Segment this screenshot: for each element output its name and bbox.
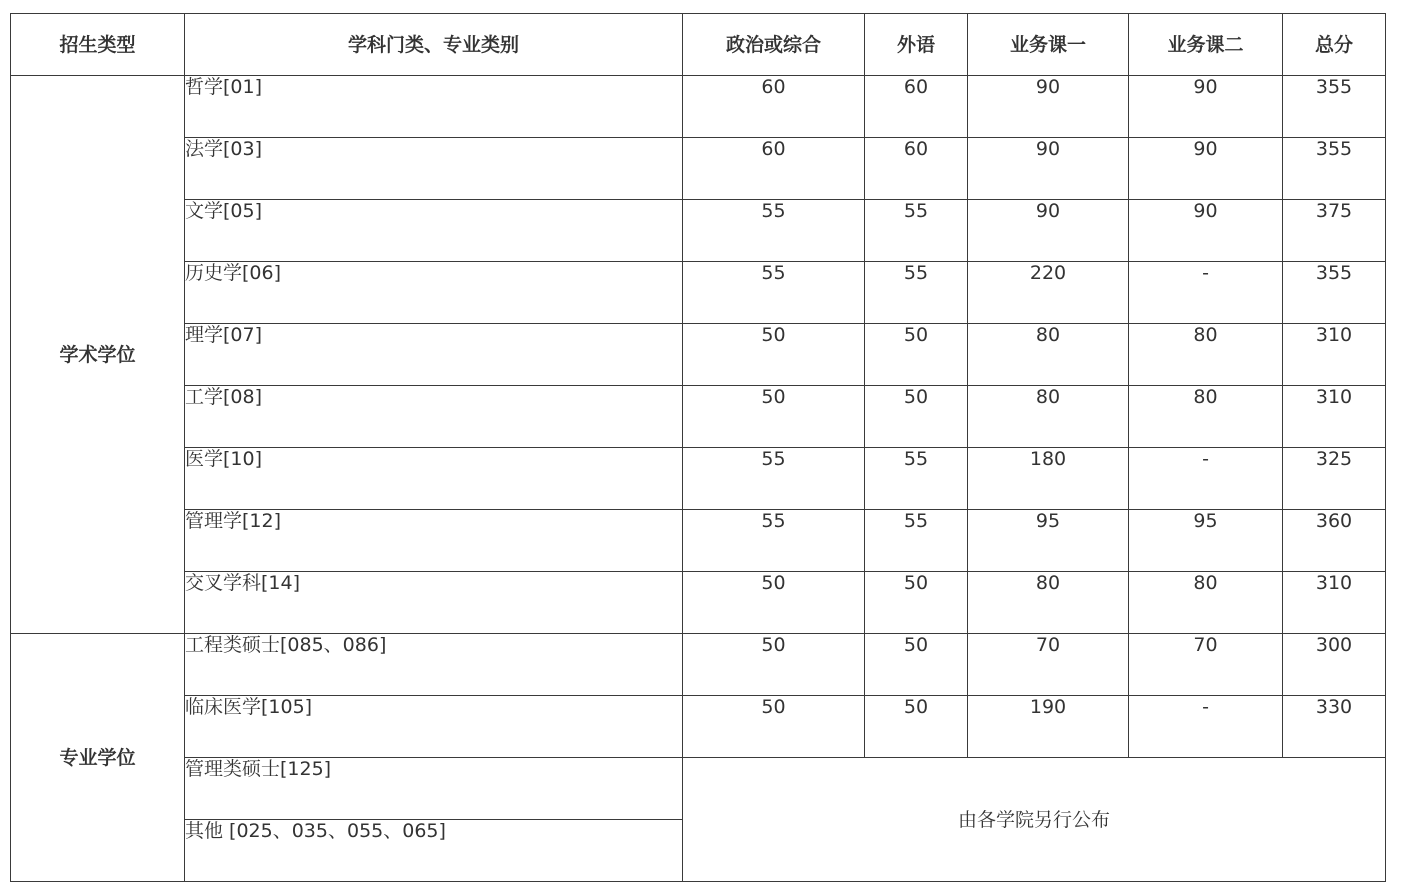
politics-cell: 60 <box>683 138 865 200</box>
course-one-cell: 90 <box>968 138 1129 200</box>
foreign-language-cell: 55 <box>865 448 968 510</box>
foreign-language-cell: 50 <box>865 324 968 386</box>
subject-cell: 管理学[12] <box>185 510 683 572</box>
course-two-cell: 80 <box>1129 324 1283 386</box>
course-two-cell: 80 <box>1129 572 1283 634</box>
course-one-cell: 180 <box>968 448 1129 510</box>
course-one-cell: 80 <box>968 386 1129 448</box>
foreign-language-cell: 55 <box>865 200 968 262</box>
course-two-cell: 80 <box>1129 386 1283 448</box>
politics-cell: 55 <box>683 448 865 510</box>
table-row <box>11 76 1386 138</box>
subject-cell: 交叉学科[14] <box>185 572 683 634</box>
foreign-language-cell: 55 <box>865 262 968 324</box>
politics-cell: 50 <box>683 696 865 758</box>
subject-cell: 工学[08] <box>185 386 683 448</box>
header-course-two: 业务课二 <box>1129 14 1283 76</box>
total-cell: 355 <box>1283 262 1386 324</box>
course-one-cell: 70 <box>968 634 1129 696</box>
header-subject: 学科门类、专业类别 <box>185 14 683 76</box>
subject-cell: 历史学[06] <box>185 262 683 324</box>
total-cell: 310 <box>1283 572 1386 634</box>
course-one-cell: 220 <box>968 262 1129 324</box>
header-course-one: 业务课一 <box>968 14 1129 76</box>
total-cell: 355 <box>1283 76 1386 138</box>
total-cell: 330 <box>1283 696 1386 758</box>
group-academic-label: 学术学位 <box>11 76 185 634</box>
table-row <box>11 324 1386 386</box>
total-cell: 375 <box>1283 200 1386 262</box>
course-one-cell: 90 <box>968 76 1129 138</box>
subject-cell: 法学[03] <box>185 138 683 200</box>
course-one-cell: 80 <box>968 324 1129 386</box>
politics-cell: 50 <box>683 634 865 696</box>
course-one-cell: 80 <box>968 572 1129 634</box>
course-two-cell: 90 <box>1129 138 1283 200</box>
total-cell: 310 <box>1283 386 1386 448</box>
course-two-cell: 70 <box>1129 634 1283 696</box>
politics-cell: 55 <box>683 510 865 572</box>
subject-cell: 理学[07] <box>185 324 683 386</box>
subject-cell: 哲学[01] <box>185 76 683 138</box>
politics-cell: 55 <box>683 262 865 324</box>
header-foreign-language: 外语 <box>865 14 968 76</box>
table-row <box>11 572 1386 634</box>
politics-cell: 50 <box>683 386 865 448</box>
politics-cell: 60 <box>683 76 865 138</box>
course-one-cell: 90 <box>968 200 1129 262</box>
foreign-language-cell: 50 <box>865 696 968 758</box>
table-row <box>11 758 1386 820</box>
table-row <box>11 510 1386 572</box>
table-row <box>11 696 1386 758</box>
total-cell: 355 <box>1283 138 1386 200</box>
politics-cell: 50 <box>683 572 865 634</box>
table-row <box>11 634 1386 696</box>
course-two-cell: 90 <box>1129 200 1283 262</box>
header-total: 总分 <box>1283 14 1386 76</box>
subject-cell: 文学[05] <box>185 200 683 262</box>
table-row <box>11 138 1386 200</box>
foreign-language-cell: 60 <box>865 76 968 138</box>
course-two-cell: 95 <box>1129 510 1283 572</box>
subject-cell: 其他 [025、035、055、065] <box>185 820 683 882</box>
foreign-language-cell: 60 <box>865 138 968 200</box>
course-two-cell: - <box>1129 262 1283 324</box>
header-admission-type: 招生类型 <box>11 14 185 76</box>
table-row <box>11 448 1386 510</box>
politics-cell: 50 <box>683 324 865 386</box>
group-professional-label: 专业学位 <box>11 634 185 882</box>
header-politics: 政治或综合 <box>683 14 865 76</box>
foreign-language-cell: 50 <box>865 572 968 634</box>
course-two-cell: - <box>1129 696 1283 758</box>
total-cell: 310 <box>1283 324 1386 386</box>
total-cell: 300 <box>1283 634 1386 696</box>
total-cell: 360 <box>1283 510 1386 572</box>
table-row <box>11 386 1386 448</box>
subject-cell: 管理类硕士[125] <box>185 758 683 820</box>
subject-cell: 医学[10] <box>185 448 683 510</box>
table-row <box>11 200 1386 262</box>
subject-cell: 工程类硕士[085、086] <box>185 634 683 696</box>
foreign-language-cell: 55 <box>865 510 968 572</box>
announcement-note: 由各学院另行公布 <box>683 758 1386 882</box>
table-row <box>11 262 1386 324</box>
foreign-language-cell: 50 <box>865 634 968 696</box>
course-one-cell: 190 <box>968 696 1129 758</box>
subject-cell: 临床医学[105] <box>185 696 683 758</box>
total-cell: 325 <box>1283 448 1386 510</box>
foreign-language-cell: 50 <box>865 386 968 448</box>
politics-cell: 55 <box>683 200 865 262</box>
score-table <box>10 13 1386 882</box>
course-one-cell: 95 <box>968 510 1129 572</box>
header-row <box>11 14 1386 76</box>
course-two-cell: 90 <box>1129 76 1283 138</box>
course-two-cell: - <box>1129 448 1283 510</box>
